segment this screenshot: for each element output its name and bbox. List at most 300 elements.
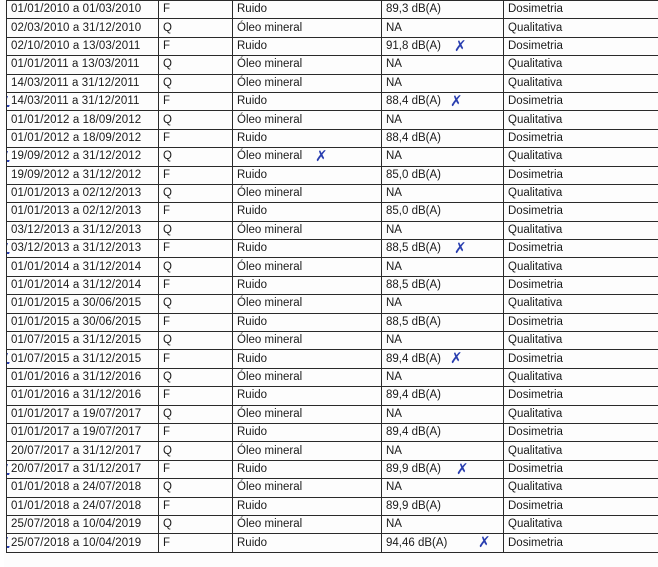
period-cell [7,497,159,515]
level-cell-text: 89,4 dB(A) [386,352,441,365]
level-cell-text: 88,5 dB(A) [386,315,441,328]
table-row [7,166,658,184]
level-cell-text: NA [386,407,402,420]
table-row [7,258,658,276]
level-cell-text: 89,4 dB(A) [386,389,441,402]
agent-cell [233,56,382,74]
level-cell [382,56,504,74]
agent-cell-text: Óleo mineral [237,334,303,347]
type-cell [159,515,233,533]
type-cell [159,405,233,423]
agent-cell [233,19,382,37]
method-cell [504,423,658,441]
agent-cell [233,295,382,313]
agent-cell [233,534,382,552]
level-cell [382,332,504,350]
level-cell-text: NA [386,113,402,126]
table-row [7,515,658,533]
method-cell-text: Dosimetria [508,131,563,144]
period-cell-text: 25/07/2018 a 10/04/2019 [11,518,142,531]
type-cell [159,1,233,19]
method-cell-text: Dosimetria [508,462,563,475]
agent-cell-text: Ruido [237,205,268,218]
period-cell [7,19,159,37]
type-cell [159,221,233,239]
level-cell [382,497,504,515]
type-cell-text: Q [163,260,172,273]
agent-cell [233,479,382,497]
method-cell [504,534,658,552]
level-cell [382,37,504,55]
type-cell-text: F [163,168,171,181]
agent-cell [233,332,382,350]
period-cell [7,37,159,55]
level-cell [382,240,504,258]
agent-cell-text: Ruido [237,279,268,292]
agent-cell-text: Óleo mineral [237,444,303,457]
level-cell-text: NA [386,21,402,34]
type-cell-text: Q [163,297,172,310]
agent-cell-text: Ruido [237,536,268,549]
period-cell-text: 01/01/2016 a 31/12/2016 [11,371,142,383]
level-cell [382,479,504,497]
agent-cell-text: Ruido [237,242,268,255]
method-cell [504,350,658,368]
method-cell [504,332,658,350]
method-cell [504,111,658,129]
type-cell-text: Q [163,187,172,200]
period-cell-text: 01/01/2018 a 24/07/2018 [11,481,142,494]
method-cell [504,497,658,515]
period-cell [7,184,159,202]
agent-cell-text: Ruido [237,462,268,475]
method-cell-text: Qualitativa [508,223,563,236]
table-row [7,313,658,331]
period-cell-text: 01/01/2017 a 19/07/2017 [11,426,142,439]
level-cell [382,184,504,202]
agent-cell-text: Óleo mineral [237,297,303,310]
agent-cell [233,313,382,331]
period-cell-text: 03/12/2013 a 31/12/2013 [11,223,142,236]
type-cell [159,423,233,441]
method-cell [504,240,658,258]
period-cell-text: 02/10/2010 a 13/03/2011 [11,39,141,52]
table-row [7,497,658,515]
agent-cell [233,240,382,258]
table-row [7,460,658,478]
method-cell-text: Dosimetria [508,389,563,402]
type-cell-text: F [163,39,171,52]
level-cell-text: NA [386,187,402,200]
agent-cell-text: Óleo mineral [237,481,303,494]
period-cell [7,534,159,552]
method-cell [504,1,658,19]
method-cell-text: Qualitativa [508,297,563,310]
period-cell-text: 01/01/2010 a 01/03/2010 [11,3,142,16]
level-cell [382,148,504,166]
agent-cell-text: Ruido [237,426,268,439]
method-cell-text: Dosimetria [508,426,563,439]
level-cell [382,111,504,129]
method-cell [504,515,658,533]
handwritten-check-mark-icon: ✗ [450,349,463,368]
method-cell [504,295,658,313]
type-cell [159,534,233,552]
type-cell [159,258,233,276]
method-cell-text: Qualitativa [508,371,563,383]
type-cell-text: F [163,536,171,549]
period-cell [7,332,159,350]
level-cell [382,368,504,386]
agent-cell [233,166,382,184]
agent-cell [233,497,382,515]
table-row [7,442,658,460]
type-cell-text: Q [163,444,172,457]
level-cell [382,460,504,478]
method-cell-text: Qualitativa [508,21,563,34]
table-body [7,1,658,553]
handwritten-check-mark-icon: ✗ [456,460,469,478]
period-cell [7,460,159,478]
method-cell-text: Dosimetria [508,352,563,365]
method-cell-text: Dosimetria [508,242,563,255]
table-row [7,405,658,423]
level-cell-text: NA [386,260,402,273]
level-cell-text: 89,9 dB(A) [386,462,441,475]
level-cell [382,515,504,533]
level-cell [382,313,504,331]
type-cell [159,240,233,258]
type-cell [159,166,233,184]
table-row [7,19,658,37]
agent-cell-text: Ruido [237,389,268,402]
period-cell-text: 01/07/2015 a 31/12/2015 [11,334,142,347]
level-cell [382,423,504,441]
method-cell-text: Qualitativa [508,260,563,273]
level-cell-text: NA [386,58,402,71]
level-cell-text: 89,4 dB(A) [386,426,441,439]
level-cell-text: NA [386,150,402,163]
type-cell-text: F [163,131,171,144]
level-cell [382,258,504,276]
level-cell-text: NA [386,444,402,457]
table-row [7,184,658,202]
period-cell [7,442,159,460]
level-cell [382,166,504,184]
level-cell-text: NA [386,518,402,531]
level-cell [382,74,504,92]
table-row [7,295,658,313]
agent-cell-text: Ruido [237,352,268,365]
handwritten-check-mark-icon: ✗ [478,533,491,552]
agent-cell [233,515,382,533]
type-cell-text: Q [163,334,172,347]
type-cell-text: Q [163,407,172,420]
type-cell-text: Q [163,371,172,383]
type-cell [159,295,233,313]
level-cell-text: 88,5 dB(A) [386,242,441,255]
agent-cell [233,276,382,294]
method-cell [504,148,658,166]
period-cell [7,423,159,441]
period-cell-text: 01/01/2014 a 31/12/2014 [11,279,142,292]
agent-cell [233,350,382,368]
level-cell [382,19,504,37]
method-cell [504,92,658,110]
type-cell [159,37,233,55]
table-row [7,203,658,221]
type-cell-text: Q [163,21,172,34]
level-cell-text: 91,8 dB(A) [386,39,441,52]
exposure-records-table [6,0,658,553]
agent-cell-text: Ruido [237,95,268,108]
agent-cell [233,184,382,202]
level-cell-text: NA [386,223,402,236]
level-cell-text: NA [386,297,402,310]
period-cell-text: 01/01/2014 a 31/12/2014 [11,260,142,273]
method-cell-text: Qualitativa [508,444,563,457]
table-row [7,148,658,166]
table-row [7,111,658,129]
agent-cell-text: Óleo mineral [237,407,303,420]
method-cell [504,442,658,460]
period-cell-text: 14/03/2011 a 31/12/2011 [11,95,140,108]
agent-cell [233,37,382,55]
table-row [7,1,658,19]
type-cell [159,350,233,368]
period-cell [7,240,159,258]
agent-cell [233,442,382,460]
agent-cell [233,148,382,166]
type-cell-text: F [163,389,171,402]
type-cell [159,313,233,331]
method-cell-text: Qualitativa [508,113,563,126]
method-cell-text: Qualitativa [508,187,563,200]
period-cell [7,479,159,497]
agent-cell [233,111,382,129]
type-cell [159,184,233,202]
table-row [7,479,658,497]
method-cell [504,56,658,74]
agent-cell [233,129,382,147]
level-cell-text: 89,3 dB(A) [386,3,441,16]
table-row [7,534,658,552]
agent-cell-text: Óleo mineral [237,150,303,163]
table-row [7,240,658,258]
agent-cell [233,368,382,386]
period-cell-text: 01/01/2012 a 18/09/2012 [11,113,142,126]
method-cell [504,203,658,221]
table-row [7,129,658,147]
type-cell [159,497,233,515]
period-cell-text: 01/01/2015 a 30/06/2015 [11,315,142,328]
agent-cell-text: Óleo mineral [237,260,303,273]
type-cell [159,111,233,129]
period-cell [7,203,159,221]
agent-cell [233,460,382,478]
period-cell-text: 14/03/2011 a 31/12/2011 [11,76,140,89]
table-row [7,332,658,350]
method-cell [504,129,658,147]
method-cell-text: Dosimetria [508,3,563,16]
agent-cell [233,203,382,221]
type-cell [159,203,233,221]
type-cell [159,56,233,74]
method-cell [504,313,658,331]
type-cell-text: F [163,352,171,365]
type-cell [159,92,233,110]
period-cell [7,221,159,239]
method-cell [504,221,658,239]
table-row [7,92,658,110]
method-cell [504,479,658,497]
method-cell [504,276,658,294]
method-cell [504,184,658,202]
level-cell [382,442,504,460]
type-cell [159,460,233,478]
period-cell [7,258,159,276]
handwritten-asterisk-mark-icon: ✗ [315,147,328,166]
type-cell [159,74,233,92]
period-cell [7,295,159,313]
level-cell-text: NA [386,371,402,383]
type-cell [159,129,233,147]
period-cell-text: 19/09/2012 a 31/12/2012 [11,168,142,181]
period-cell-text: 20/07/2017 a 31/12/2017 [11,462,142,475]
agent-cell [233,405,382,423]
agent-cell-text: Óleo mineral [237,371,303,383]
type-cell-text: F [163,426,171,439]
period-cell [7,56,159,74]
method-cell-text: Dosimetria [508,95,563,108]
agent-cell-text: Óleo mineral [237,518,303,531]
level-cell-text: NA [386,334,402,347]
period-cell-text: 19/09/2012 a 31/12/2012 [11,150,142,163]
level-cell-text: 89,9 dB(A) [386,499,441,512]
handwritten-check-mark-icon: ✗ [454,239,467,258]
type-cell [159,276,233,294]
period-cell-text: 01/01/2013 a 02/12/2013 [11,205,142,218]
type-cell-text: Q [163,481,172,494]
agent-cell-text: Ruido [237,3,268,16]
agent-cell [233,1,382,19]
level-cell [382,129,504,147]
type-cell [159,368,233,386]
period-cell-text: 01/01/2017 a 19/07/2017 [11,407,142,420]
period-cell [7,313,159,331]
level-cell-text: 88,4 dB(A) [386,95,441,108]
period-cell [7,387,159,405]
method-cell-text: Dosimetria [508,536,563,549]
agent-cell-text: Óleo mineral [237,58,303,71]
period-cell [7,111,159,129]
method-cell [504,19,658,37]
level-cell-text: 88,5 dB(A) [386,279,441,292]
agent-cell [233,258,382,276]
period-cell-text: 01/01/2015 a 30/06/2015 [11,297,142,310]
method-cell-text: Qualitativa [508,76,563,89]
period-cell [7,350,159,368]
table-row [7,56,658,74]
method-cell-text: Dosimetria [508,315,563,328]
agent-cell-text: Ruido [237,131,268,144]
type-cell-text: F [163,3,171,16]
agent-cell-text: Óleo mineral [237,187,303,200]
agent-cell [233,74,382,92]
period-cell [7,368,159,386]
type-cell-text: F [163,499,171,512]
agent-cell [233,92,382,110]
period-cell-text: 01/01/2012 a 18/09/2012 [11,131,142,144]
agent-cell-text: Óleo mineral [237,113,303,126]
period-cell-text: 20/07/2017 a 31/12/2017 [11,444,142,457]
level-cell-text: 94,46 dB(A) [386,536,448,549]
type-cell-text: F [163,95,171,108]
period-cell-text: 01/01/2016 a 31/12/2016 [11,389,142,402]
type-cell [159,479,233,497]
method-cell [504,368,658,386]
period-cell [7,74,159,92]
method-cell [504,166,658,184]
method-cell [504,258,658,276]
period-cell [7,515,159,533]
level-cell [382,295,504,313]
type-cell-text: Q [163,76,172,89]
method-cell-text: Dosimetria [508,205,563,218]
method-cell-text: Dosimetria [508,39,563,52]
agent-cell [233,221,382,239]
agent-cell-text: Ruido [237,315,268,328]
type-cell [159,148,233,166]
table-row [7,276,658,294]
method-cell-text: Qualitativa [508,334,563,347]
period-cell-text: 03/12/2013 a 31/12/2013 [11,242,142,255]
method-cell-text: Qualitativa [508,407,563,420]
method-cell-text: Qualitativa [508,481,563,494]
level-cell [382,350,504,368]
method-cell-text: Dosimetria [508,279,563,292]
type-cell-text: Q [163,58,172,71]
table-row [7,350,658,368]
method-cell [504,387,658,405]
scanned-document-page [4,0,658,567]
period-cell-text: 02/03/2010 a 31/12/2010 [11,21,142,34]
method-cell-text: Dosimetria [508,168,563,181]
level-cell-text: 85,0 dB(A) [386,168,441,181]
level-cell [382,276,504,294]
method-cell [504,405,658,423]
table-row [7,221,658,239]
table-row [7,368,658,386]
level-cell-text: 88,4 dB(A) [386,131,441,144]
method-cell-text: Qualitativa [508,58,563,71]
type-cell [159,19,233,37]
agent-cell-text: Óleo mineral [237,21,303,34]
type-cell-text: F [163,205,171,218]
method-cell [504,460,658,478]
type-cell-text: Q [163,150,172,163]
period-cell [7,129,159,147]
agent-cell-text: Ruido [237,39,268,52]
period-cell [7,92,159,110]
period-cell [7,166,159,184]
type-cell [159,332,233,350]
level-cell [382,387,504,405]
method-cell-text: Qualitativa [508,518,563,531]
period-cell-text: 01/01/2018 a 24/07/2018 [11,499,142,512]
period-cell-text: 01/07/2015 a 31/12/2015 [11,352,142,365]
period-cell [7,1,159,19]
